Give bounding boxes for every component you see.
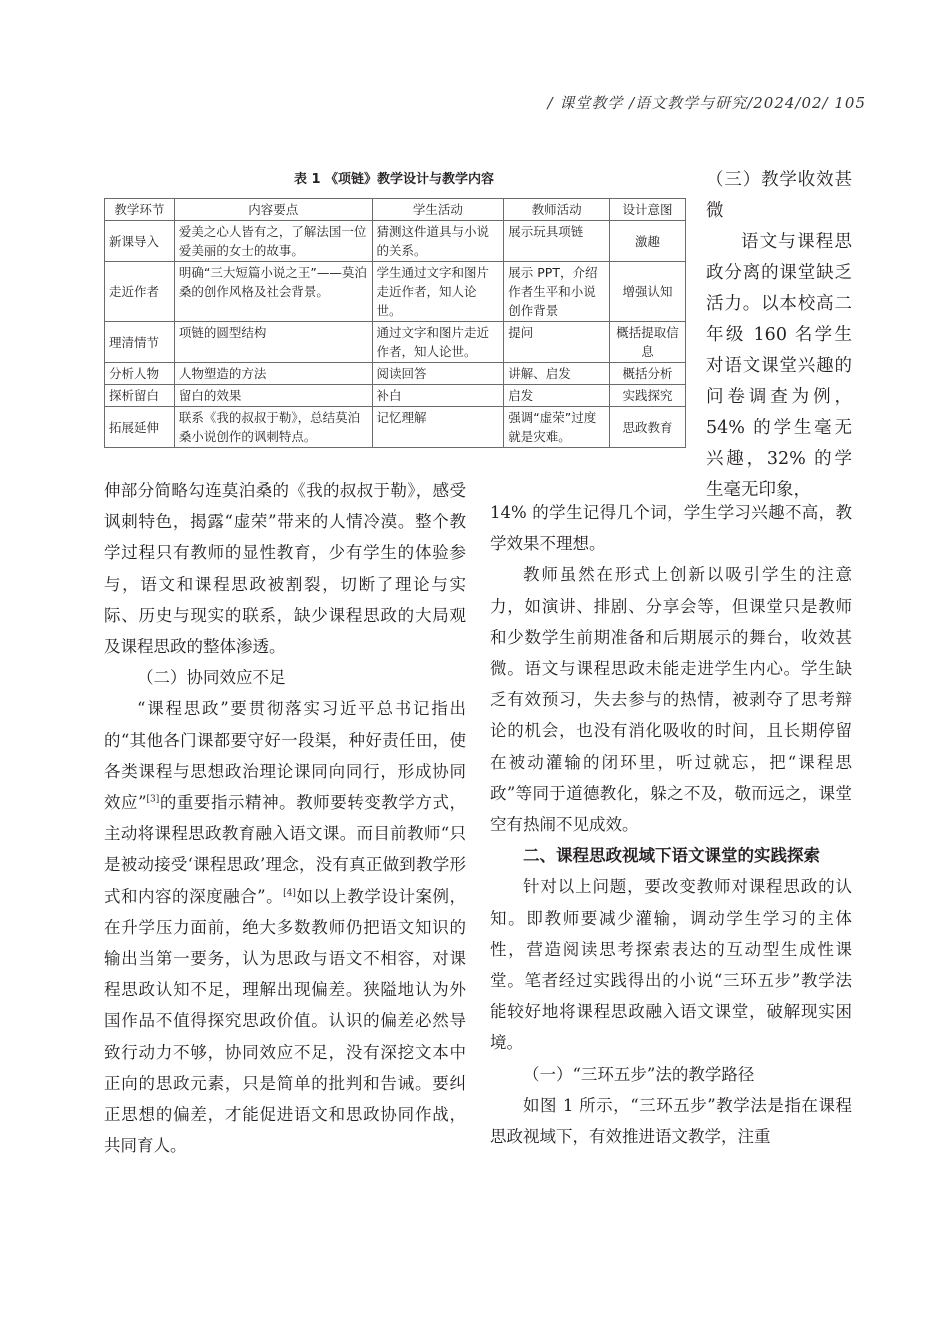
table-cell: 理清情节 — [105, 322, 175, 363]
wrap-paragraph: 语文与课程思政分离的课堂缺乏活力。以本校高二年级 160 名学生对语文课堂兴趣的问卷调查为例，54% 的学生毫无兴趣，32% 的学生毫无印象， — [706, 232, 852, 500]
table-cell: 展示 PPT，介绍作者生平和小说创作背景 — [504, 262, 610, 322]
table-cell: 新课导入 — [105, 221, 175, 262]
table-cell: 实践探究 — [610, 385, 686, 407]
left-paragraph-2 — [104, 693, 466, 1161]
table-cell: 项链的圆型结构 — [174, 322, 372, 363]
table-cell: 强调“虚荣”过度就是灾难。 — [504, 407, 610, 448]
table-caption: 表 1 《项链》教学设计与教学内容 — [293, 172, 495, 187]
table-header-cell: 学生活动 — [372, 199, 504, 221]
right-paragraph-3: 针对以上问题，要改变教师对课程思政的认知。即教师要减少灌输，调动学生学习的主体性，营造阅读思考探索表达的互动型生成性课堂。笔者经过实践得出的小说“三环五步”教学法能较好地将课程思政融入语文课堂，破解现实困境。 — [490, 877, 852, 1053]
table-cell: 拓展延伸 — [105, 407, 175, 448]
table-cell: 讲解、启发 — [504, 363, 610, 385]
table-cell: 联系《我的叔叔于勒》，总结莫泊桑小说创作的讽刺特点。 — [174, 407, 372, 448]
text-run: 如以上教学设计案例，在升学压力面前，绝大多数教师仍把语文知识的输出当第一要务，认为思政与语文不相容，对课程思政认知不足，理解出现偏差。狭隘地认为外国作品不值得探究思政价值。认识的偏差必然导致行动力不够，协同效应不足，没有深挖文本中正向的思政元素，只是简单的批判和告诫。要纠正思想的偏差，才能促进语文和思政协同作战，共同育人。 — [104, 886, 467, 1156]
table-cell: 走近作者 — [105, 262, 175, 322]
section-heading: 二、课程思政视域下语文课堂的实践探索 — [523, 846, 820, 866]
table-header-cell: 设计意图 — [610, 199, 686, 221]
table-cell: 概括分析 — [610, 363, 686, 385]
text-run: 的重要指示精神。教师要转变教学方式，主动将课程思政教育融入语文课。而目前教师“只是被动接受‘课程思政’理念，没有真正做到教学形式和内容的深度融合”。 — [104, 793, 467, 906]
table-cell: 探析留白 — [105, 385, 175, 407]
table-cell: 人物塑造的方法 — [174, 363, 372, 385]
table-cell: 学生通过文字和图片走近作者，知人论世。 — [372, 262, 504, 322]
table-row — [105, 262, 686, 322]
table-cell: 阅读回答 — [372, 363, 504, 385]
table-row — [105, 385, 686, 407]
teaching-design-table — [104, 198, 686, 448]
table-row — [105, 322, 686, 363]
subsection-heading-2: （二）协同效应不足 — [137, 668, 286, 688]
right-paragraph-2: 教师虽然在形式上创新以吸引学生的注意力，如演讲、排剧、分享会等，但课堂只是教师和少数学生前期准备和后期展示的舞台，收效甚微。语文与课程思政未能走进学生内心。学生缺乏有效预习，失去参与的热情，被剥夺了思考辩论的机会，也没有消化吸收的时间，且长期停留在被动灌输的闭环里，听过就忘，把“课程思政”等同于道德教化，躲之不及，敬而远之，课堂空有热闹不见成效。 — [490, 565, 852, 835]
right-wrap-text — [706, 165, 852, 506]
right-paragraph-continued: 14% 的学生记得几个词，学生学习兴趣不高，教学效果不理想。 — [490, 503, 852, 554]
subsection-heading-1: （一）“三环五步”法的教学路径 — [523, 1064, 755, 1084]
table-cell: 启发 — [504, 385, 610, 407]
table-cell: 分析人物 — [105, 363, 175, 385]
table-row — [105, 363, 686, 385]
table-cell: 展示玩具项链 — [504, 221, 610, 262]
table-row — [105, 407, 686, 448]
table-cell: 增强认知 — [610, 262, 686, 322]
table-cell: 通过文字和图片走近作者，知人论世。 — [372, 322, 504, 363]
table-cell: 激趣 — [610, 221, 686, 262]
table-header-cell: 教师活动 — [504, 199, 610, 221]
right-column — [490, 497, 852, 1152]
table-header-row — [105, 199, 686, 221]
table-header-cell: 教学环节 — [105, 199, 175, 221]
citation-ref: [4] — [283, 888, 296, 899]
citation-ref: [3] — [146, 794, 160, 805]
right-paragraph-4: 如图 1 所示，“三环五步”教学法是指在课程思政视域下，有效推进语文教学，注重 — [490, 1095, 852, 1147]
table-header-cell: 内容要点 — [174, 199, 372, 221]
subsection-heading-3: （三）教学收效甚微 — [706, 170, 852, 221]
table-cell: 明确“三大短篇小说之王”——莫泊桑的创作风格及社会背景。 — [174, 262, 372, 322]
table-cell: 爱美之心人皆有之，了解法国一位爱美丽的女士的故事。 — [174, 221, 372, 262]
page-header: / 课堂教学 /语文教学与研究/2024/02/ 105 — [547, 94, 866, 112]
text-run: “课程思政”要贯彻落实习近平总书记指出的“其他各门课都要守好一段渠，种好责任田，使各类课程与思想政治理论课同向同行，形成协同效应” — [104, 699, 466, 813]
table-cell: 提问 — [504, 322, 610, 363]
table-cell: 留白的效果 — [174, 385, 372, 407]
table-row — [105, 221, 686, 262]
table-cell: 概括提取信息 — [610, 322, 686, 363]
table-cell: 猜测这件道具与小说的关系。 — [372, 221, 504, 262]
table-cell: 思政教育 — [610, 407, 686, 448]
table-cell: 补白 — [372, 385, 504, 407]
left-paragraph-1: 伸部分简略勾连莫泊桑的《我的叔叔于勒》，感受讽刺特色，揭露“虚荣”带来的人情冷漠。整个教学过程只有教师的显性教育，少有学生的体验参与，语文和课程思政被割裂，切断了理论与实际、历史与现实的联系，缺少课程思政的大局观及课程思政的整体渗透。 — [104, 481, 466, 657]
table-cell: 记忆理解 — [372, 407, 504, 448]
left-column — [104, 475, 466, 1161]
